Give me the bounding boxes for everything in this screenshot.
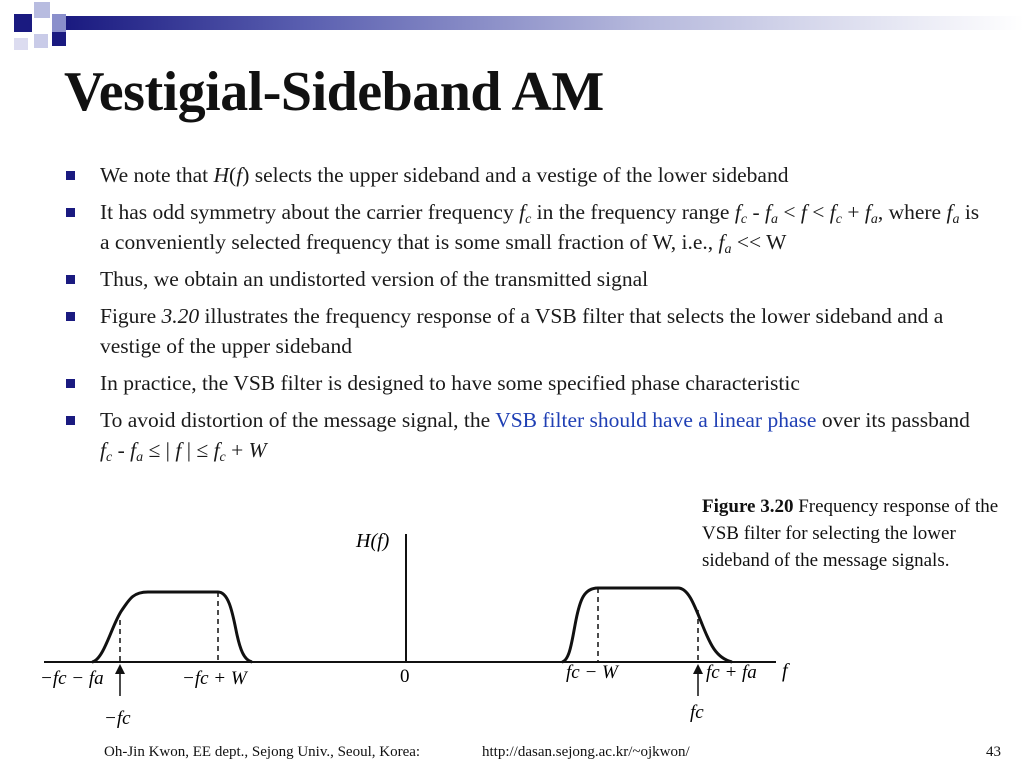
bullet-item [66,301,986,361]
math-symbol: f [130,438,137,462]
math-subscript: a [870,212,878,227]
math-symbol: f [175,438,182,462]
page-number: 43 [986,744,1001,760]
bullet-square-icon [66,416,75,425]
bullet-text: << W [731,230,787,254]
math-symbol: f [213,438,220,462]
tick-label-fc: fc [690,702,704,723]
decor-square [34,34,48,48]
math-symbol: f [864,200,871,224]
math-subscript: c [105,450,113,465]
math-subscript: c [525,212,532,227]
bullet-text: Thus, we obtain an undistorted version of the transmitted signal [100,267,649,291]
footer-author: Oh-Jin Kwon, EE dept., Sejong Univ., Seoul, Korea: [104,744,421,760]
bullet-text: To avoid distortion of the message signal, the [100,408,496,432]
x-axis-label: f [782,660,788,682]
bullet-item [66,160,986,190]
bullet-text: , where [877,200,947,224]
tick-label-fc-plus-fa: fc + fa [706,662,757,683]
figure-caption-label: Figure 3.20 [702,496,794,517]
negative-frequency-response-curve [92,592,252,662]
bullet-item [66,197,986,257]
fc-neg-arrow-head [115,664,125,674]
bullet-text: - [747,200,765,224]
math-subscript: a [724,242,732,257]
decor-square [52,32,66,46]
figure-reference: 3.20 [161,304,200,328]
decor-square [14,14,32,32]
math-subscript: c [219,450,226,465]
fc-pos-arrow-head [693,664,703,674]
math-subscript: c [835,212,842,227]
bullet-text: + [841,200,865,224]
math-symbol: f [829,200,836,224]
math-subscript: a [952,212,960,227]
math-symbol: f [734,200,741,224]
header-gradient-bar [66,16,1024,30]
decor-square [52,14,66,32]
bullet-text: - [112,438,131,462]
bullet-text: ( [229,163,237,187]
bullet-text: is a conveniently selected frequency that is some small fraction of W, i.e., [100,200,980,254]
footer-url: http://dasan.sejong.ac.kr/~ojkwon/ [482,744,690,760]
math-symbol: H [213,163,230,187]
bullet-text: illustrates the frequency response of a VSB filter that selects the lower sideband and a vestige of the upper sideband [100,304,944,358]
bullet-text: | ≤ [181,438,214,462]
bullet-item [66,264,986,294]
bullet-text: ) selects the upper sideband and a vestige of the lower sideband [242,163,789,187]
math-symbol: f [718,230,725,254]
figure-caption-text: Frequency response of the VSB filter for selecting the lower sideband of the message signals. [702,496,999,571]
math-symbol: f [519,200,526,224]
bullet-item [66,368,986,398]
math-symbol: f [236,163,243,187]
bullet-square-icon [66,275,75,284]
bullet-text: Figure [100,304,162,328]
bullet-text: over its passband [816,408,970,432]
bullet-text: < [777,200,801,224]
bullet-square-icon [66,208,75,217]
math-subscript: c [740,212,748,227]
math-subscript: a [770,212,778,227]
math-symbol: W [248,438,267,462]
bullet-text: It has odd symmetry about the carrier frequency [100,200,520,224]
math-symbol: f [946,200,953,224]
highlighted-text: VSB filter should have a linear phase [495,408,817,432]
bullet-text: < [806,200,830,224]
tick-label-zero: 0 [400,666,410,687]
y-axis-label: H(f) [356,530,390,552]
bullet-text: in the frequency range [531,200,735,224]
bullet-text: ≤ | [143,438,176,462]
bullet-text: We note that [100,163,214,187]
bullet-text: + [225,438,249,462]
bullet-square-icon [66,312,75,321]
decor-square [34,2,50,18]
math-symbol: f [100,438,106,462]
tick-label-fc-minus-w: fc − W [566,662,618,683]
bullet-square-icon [66,379,75,388]
vsb-frequency-response-plot [0,520,1024,740]
tick-label-neg-fc-plus-w: −fc + W [182,668,247,689]
bullet-square-icon [66,171,75,180]
positive-frequency-response-curve [562,588,732,662]
bullet-list [66,160,986,472]
math-symbol: f [800,200,807,224]
math-symbol: f [764,200,771,224]
slide-title: Vestigial-Sideband AM [64,61,604,123]
bullet-text: In practice, the VSB filter is designed to have some specified phase characteristic [100,371,800,395]
tick-label-neg-fc-minus-fa: −fc − fa [40,668,104,689]
decor-square [14,38,28,50]
math-subscript: a [136,450,144,465]
tick-label-neg-fc: −fc [104,708,131,729]
bullet-item [66,405,986,465]
